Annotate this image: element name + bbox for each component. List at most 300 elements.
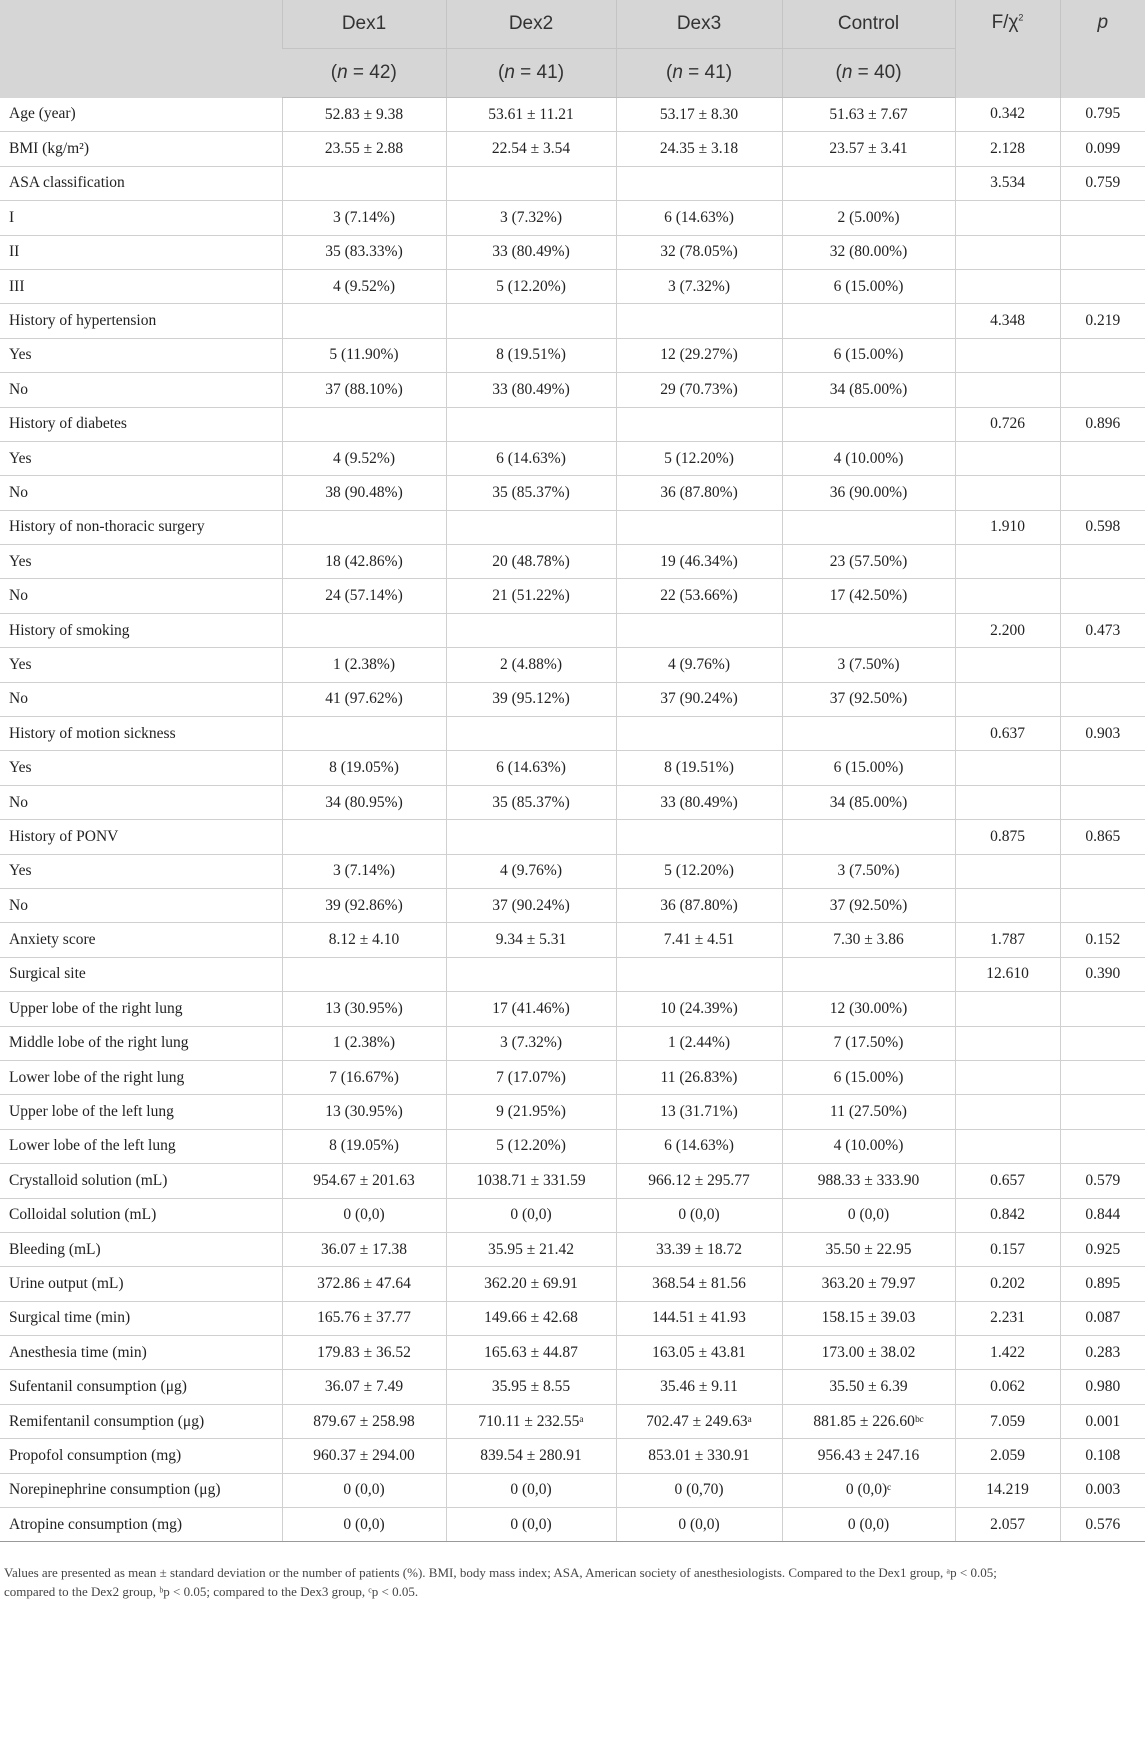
row-label: Urine output (mL) — [0, 1267, 282, 1301]
cell-dex3: 4 (9.76%) — [616, 648, 782, 682]
cell-dex2: 710.11 ± 232.55ᵃ — [446, 1404, 616, 1438]
row-label: No — [0, 682, 282, 716]
cell-dex1: 1 (2.38%) — [282, 648, 446, 682]
cell-f-chi2: 0.157 — [955, 1232, 1060, 1266]
cell-dex1: 0 (0,0) — [282, 1508, 446, 1542]
row-label: III — [0, 269, 282, 303]
cell-dex2: 7 (17.07%) — [446, 1060, 616, 1094]
cell-control: 37 (92.50%) — [782, 682, 955, 716]
n-value: = 40 — [857, 62, 896, 83]
n-value: = 41 — [520, 62, 558, 83]
cell-dex2: 33 (80.49%) — [446, 373, 616, 407]
table-row — [0, 304, 1145, 338]
cell-f-chi2 — [955, 1026, 1060, 1060]
table-row — [0, 1026, 1145, 1060]
header-n-dex1: (n = 42) — [282, 49, 446, 98]
cell-dex3: 702.47 ± 249.63ᵃ — [616, 1404, 782, 1438]
cell-f-chi2: 0.726 — [955, 407, 1060, 441]
cell-p-value: 0.925 — [1060, 1232, 1145, 1266]
cell-control — [782, 613, 955, 647]
cell-f-chi2: 0.062 — [955, 1370, 1060, 1404]
cell-p-value — [1060, 579, 1145, 613]
cell-dex1: 954.67 ± 201.63 — [282, 1164, 446, 1198]
row-label: History of non-thoracic surgery — [0, 510, 282, 544]
header-n-control: (n = 40) — [782, 49, 955, 98]
n-symbol: n — [841, 62, 853, 83]
cell-dex1 — [282, 613, 446, 647]
cell-dex2: 839.54 ± 280.91 — [446, 1439, 616, 1473]
cell-p-value: 0.087 — [1060, 1301, 1145, 1335]
cell-f-chi2 — [955, 682, 1060, 716]
cell-dex1: 35 (83.33%) — [282, 235, 446, 269]
cell-dex2: 17 (41.46%) — [446, 992, 616, 1026]
cell-control: 158.15 ± 39.03 — [782, 1301, 955, 1335]
header-f-chi2-sup: 2 — [1018, 12, 1024, 23]
cell-p-value — [1060, 235, 1145, 269]
cell-dex3 — [616, 407, 782, 441]
cell-dex2: 35.95 ± 8.55 — [446, 1370, 616, 1404]
cell-control: 2 (5.00%) — [782, 201, 955, 235]
cell-dex3: 12 (29.27%) — [616, 338, 782, 372]
cell-control — [782, 407, 955, 441]
cell-dex3: 13 (31.71%) — [616, 1095, 782, 1129]
table-row — [0, 1473, 1145, 1507]
cell-p-value: 0.219 — [1060, 304, 1145, 338]
cell-dex2: 22.54 ± 3.54 — [446, 132, 616, 166]
cell-control: 35.50 ± 22.95 — [782, 1232, 955, 1266]
cell-f-chi2: 2.057 — [955, 1508, 1060, 1542]
cell-dex2: 39 (95.12%) — [446, 682, 616, 716]
cell-dex2: 35.95 ± 21.42 — [446, 1232, 616, 1266]
table-row — [0, 923, 1145, 957]
table-row — [0, 98, 1145, 132]
cell-f-chi2: 12.610 — [955, 957, 1060, 991]
cell-dex2: 165.63 ± 44.87 — [446, 1336, 616, 1370]
cell-control: 36 (90.00%) — [782, 476, 955, 510]
row-label: Crystalloid solution (mL) — [0, 1164, 282, 1198]
cell-dex1: 0 (0,0) — [282, 1198, 446, 1232]
table-row — [0, 1232, 1145, 1266]
cell-p-value — [1060, 338, 1145, 372]
cell-dex1: 8.12 ± 4.10 — [282, 923, 446, 957]
table-row — [0, 1404, 1145, 1438]
cell-dex3: 35.46 ± 9.11 — [616, 1370, 782, 1404]
row-label: Yes — [0, 648, 282, 682]
cell-control: 23.57 ± 3.41 — [782, 132, 955, 166]
cell-p-value — [1060, 201, 1145, 235]
cell-p-value: 0.865 — [1060, 820, 1145, 854]
cell-dex3: 0 (0,0) — [616, 1198, 782, 1232]
cell-dex1: 13 (30.95%) — [282, 992, 446, 1026]
row-label: Lower lobe of the left lung — [0, 1129, 282, 1163]
cell-f-chi2 — [955, 888, 1060, 922]
cell-dex1: 37 (88.10%) — [282, 373, 446, 407]
cell-dex1 — [282, 717, 446, 751]
cell-dex3 — [616, 304, 782, 338]
table-row — [0, 820, 1145, 854]
cell-p-value — [1060, 992, 1145, 1026]
cell-dex3: 966.12 ± 295.77 — [616, 1164, 782, 1198]
row-label: Atropine consumption (mg) — [0, 1508, 282, 1542]
cell-dex3: 6 (14.63%) — [616, 201, 782, 235]
cell-dex1: 23.55 ± 2.88 — [282, 132, 446, 166]
table-row — [0, 1164, 1145, 1198]
cell-control — [782, 820, 955, 854]
cell-dex3: 163.05 ± 43.81 — [616, 1336, 782, 1370]
cell-control: 32 (80.00%) — [782, 235, 955, 269]
row-label: History of PONV — [0, 820, 282, 854]
table-row — [0, 201, 1145, 235]
cell-p-value — [1060, 1095, 1145, 1129]
cell-control — [782, 510, 955, 544]
cell-dex2 — [446, 613, 616, 647]
n-value: = 42 — [352, 62, 391, 83]
table-row — [0, 1336, 1145, 1370]
cell-control: 988.33 ± 333.90 — [782, 1164, 955, 1198]
cell-f-chi2: 0.842 — [955, 1198, 1060, 1232]
cell-f-chi2: 1.787 — [955, 923, 1060, 957]
cell-dex2 — [446, 717, 616, 751]
cell-dex2: 35 (85.37%) — [446, 785, 616, 819]
cell-f-chi2: 14.219 — [955, 1473, 1060, 1507]
cell-p-value — [1060, 1026, 1145, 1060]
row-label: Upper lobe of the left lung — [0, 1095, 282, 1129]
cell-dex3: 37 (90.24%) — [616, 682, 782, 716]
cell-f-chi2 — [955, 854, 1060, 888]
header-f-chi2 — [955, 0, 1060, 98]
table-row — [0, 1060, 1145, 1094]
cell-dex2: 0 (0,0) — [446, 1508, 616, 1542]
row-label: Middle lobe of the right lung — [0, 1026, 282, 1060]
cell-dex1: 34 (80.95%) — [282, 785, 446, 819]
cell-dex1: 165.76 ± 37.77 — [282, 1301, 446, 1335]
cell-dex1: 0 (0,0) — [282, 1473, 446, 1507]
cell-p-value: 0.896 — [1060, 407, 1145, 441]
table-row — [0, 854, 1145, 888]
cell-f-chi2 — [955, 751, 1060, 785]
cell-control: 11 (27.50%) — [782, 1095, 955, 1129]
header-blank — [0, 0, 282, 98]
cell-control: 0 (0,0) — [782, 1508, 955, 1542]
cell-f-chi2: 2.059 — [955, 1439, 1060, 1473]
table-row — [0, 476, 1145, 510]
cell-dex2: 9 (21.95%) — [446, 1095, 616, 1129]
cell-dex1: 36.07 ± 17.38 — [282, 1232, 446, 1266]
cell-f-chi2 — [955, 269, 1060, 303]
cell-p-value — [1060, 476, 1145, 510]
cell-p-value: 0.576 — [1060, 1508, 1145, 1542]
table-row — [0, 1129, 1145, 1163]
cell-dex2: 8 (19.51%) — [446, 338, 616, 372]
cell-dex3: 24.35 ± 3.18 — [616, 132, 782, 166]
cell-dex2: 21 (51.22%) — [446, 579, 616, 613]
cell-p-value: 0.390 — [1060, 957, 1145, 991]
cell-dex3: 7.41 ± 4.51 — [616, 923, 782, 957]
header-p-text: p — [1097, 12, 1109, 33]
header-dex3: Dex3 — [616, 0, 782, 49]
table-row — [0, 545, 1145, 579]
cell-control — [782, 957, 955, 991]
cell-control: 35.50 ± 6.39 — [782, 1370, 955, 1404]
cell-dex1: 8 (19.05%) — [282, 1129, 446, 1163]
cell-p-value — [1060, 441, 1145, 475]
cell-p-value — [1060, 682, 1145, 716]
row-label: History of hypertension — [0, 304, 282, 338]
cell-dex2: 6 (14.63%) — [446, 751, 616, 785]
cell-dex2: 5 (12.20%) — [446, 1129, 616, 1163]
row-label: No — [0, 476, 282, 510]
cell-p-value: 0.895 — [1060, 1267, 1145, 1301]
table-row — [0, 132, 1145, 166]
cell-control: 34 (85.00%) — [782, 785, 955, 819]
cell-control — [782, 166, 955, 200]
cell-dex1: 38 (90.48%) — [282, 476, 446, 510]
cell-dex1: 24 (57.14%) — [282, 579, 446, 613]
cell-control: 6 (15.00%) — [782, 269, 955, 303]
cell-control: 23 (57.50%) — [782, 545, 955, 579]
cell-control: 7 (17.50%) — [782, 1026, 955, 1060]
cell-f-chi2 — [955, 648, 1060, 682]
cell-p-value — [1060, 373, 1145, 407]
cell-p-value: 0.579 — [1060, 1164, 1145, 1198]
table-body — [0, 98, 1145, 1542]
cell-dex3: 144.51 ± 41.93 — [616, 1301, 782, 1335]
table-row — [0, 1267, 1145, 1301]
cell-control: 956.43 ± 247.16 — [782, 1439, 955, 1473]
row-label: No — [0, 888, 282, 922]
header-p — [1060, 0, 1145, 98]
cell-control: 6 (15.00%) — [782, 1060, 955, 1094]
cell-dex1: 3 (7.14%) — [282, 854, 446, 888]
row-label: Yes — [0, 338, 282, 372]
cell-dex3: 32 (78.05%) — [616, 235, 782, 269]
table-row — [0, 407, 1145, 441]
cell-dex3 — [616, 820, 782, 854]
cell-control: 0 (0,0) — [782, 1198, 955, 1232]
row-label: Propofol consumption (mg) — [0, 1439, 282, 1473]
table-row — [0, 235, 1145, 269]
header-n-dex3: (n = 41) — [616, 49, 782, 98]
cell-dex3 — [616, 510, 782, 544]
cell-dex2 — [446, 510, 616, 544]
cell-dex1: 39 (92.86%) — [282, 888, 446, 922]
cell-p-value: 0.598 — [1060, 510, 1145, 544]
row-label: II — [0, 235, 282, 269]
cell-p-value — [1060, 854, 1145, 888]
cell-dex1: 7 (16.67%) — [282, 1060, 446, 1094]
cell-f-chi2 — [955, 441, 1060, 475]
cell-f-chi2: 1.910 — [955, 510, 1060, 544]
cell-f-chi2 — [955, 579, 1060, 613]
cell-f-chi2: 0.202 — [955, 1267, 1060, 1301]
cell-p-value: 0.152 — [1060, 923, 1145, 957]
cell-dex2 — [446, 166, 616, 200]
cell-f-chi2: 0.657 — [955, 1164, 1060, 1198]
row-label: Bleeding (mL) — [0, 1232, 282, 1266]
row-label: Anxiety score — [0, 923, 282, 957]
row-label: History of smoking — [0, 613, 282, 647]
row-label: Yes — [0, 441, 282, 475]
header-dex1: Dex1 — [282, 0, 446, 49]
cell-control: 363.20 ± 79.97 — [782, 1267, 955, 1301]
table-row — [0, 1095, 1145, 1129]
cell-p-value — [1060, 648, 1145, 682]
cell-dex2: 53.61 ± 11.21 — [446, 98, 616, 132]
cell-f-chi2 — [955, 785, 1060, 819]
cell-dex1: 879.67 ± 258.98 — [282, 1404, 446, 1438]
cell-dex1: 3 (7.14%) — [282, 201, 446, 235]
table-row — [0, 992, 1145, 1026]
cell-dex2: 0 (0,0) — [446, 1198, 616, 1232]
row-label: History of motion sickness — [0, 717, 282, 751]
cell-control: 51.63 ± 7.67 — [782, 98, 955, 132]
cell-dex3: 10 (24.39%) — [616, 992, 782, 1026]
table-row — [0, 888, 1145, 922]
table-row — [0, 166, 1145, 200]
cell-dex2: 0 (0,0) — [446, 1473, 616, 1507]
row-label: ASA classification — [0, 166, 282, 200]
cell-dex3: 0 (0,70) — [616, 1473, 782, 1507]
cell-dex1: 179.83 ± 36.52 — [282, 1336, 446, 1370]
cell-p-value: 0.795 — [1060, 98, 1145, 132]
row-label: No — [0, 579, 282, 613]
cell-dex3 — [616, 957, 782, 991]
cell-dex1: 372.86 ± 47.64 — [282, 1267, 446, 1301]
table-row — [0, 648, 1145, 682]
table-header — [0, 0, 1145, 98]
table-row — [0, 1301, 1145, 1335]
header-control: Control — [782, 0, 955, 49]
cell-p-value: 0.759 — [1060, 166, 1145, 200]
cell-f-chi2: 2.200 — [955, 613, 1060, 647]
cell-f-chi2: 3.534 — [955, 166, 1060, 200]
cell-control: 0 (0,0)ᶜ — [782, 1473, 955, 1507]
cell-f-chi2 — [955, 1129, 1060, 1163]
cell-f-chi2: 4.348 — [955, 304, 1060, 338]
row-label: Anesthesia time (min) — [0, 1336, 282, 1370]
cell-dex3: 33 (80.49%) — [616, 785, 782, 819]
n-symbol: n — [337, 62, 348, 83]
table-row — [0, 510, 1145, 544]
cell-f-chi2: 2.231 — [955, 1301, 1060, 1335]
cell-dex3: 11 (26.83%) — [616, 1060, 782, 1094]
cell-p-value: 0.283 — [1060, 1336, 1145, 1370]
cell-f-chi2 — [955, 338, 1060, 372]
row-label: Remifentanil consumption (μg) — [0, 1404, 282, 1438]
table-row — [0, 338, 1145, 372]
footnote-line-2: compared to the Dex2 group, ᵇp < 0.05; compared to the Dex3 group, ᶜp < 0.05. — [4, 1584, 419, 1599]
row-label: Surgical time (min) — [0, 1301, 282, 1335]
cell-control: 4 (10.00%) — [782, 441, 955, 475]
cell-control — [782, 717, 955, 751]
cell-p-value: 0.003 — [1060, 1473, 1145, 1507]
cell-dex1: 18 (42.86%) — [282, 545, 446, 579]
row-label: Yes — [0, 751, 282, 785]
cell-dex3: 29 (70.73%) — [616, 373, 782, 407]
footnote-line-1: Values are presented as mean ± standard deviation or the number of patients (%). BMI, body mass index; ASA, American society of anesthesiologists. Compared to the Dex1 group, ᵃp < 0.05; — [4, 1565, 997, 1580]
cell-dex3: 368.54 ± 81.56 — [616, 1267, 782, 1301]
cell-control: 17 (42.50%) — [782, 579, 955, 613]
cell-p-value — [1060, 545, 1145, 579]
cell-f-chi2: 0.637 — [955, 717, 1060, 751]
cell-f-chi2: 0.342 — [955, 98, 1060, 132]
table-row — [0, 613, 1145, 647]
cell-control: 881.85 ± 226.60ᵇᶜ — [782, 1404, 955, 1438]
cell-dex1 — [282, 957, 446, 991]
cell-dex1 — [282, 166, 446, 200]
table-row — [0, 269, 1145, 303]
cell-p-value: 0.473 — [1060, 613, 1145, 647]
row-label: Lower lobe of the right lung — [0, 1060, 282, 1094]
cell-dex3 — [616, 717, 782, 751]
cell-control: 173.00 ± 38.02 — [782, 1336, 955, 1370]
cell-p-value: 0.903 — [1060, 717, 1145, 751]
header-dex2: Dex2 — [446, 0, 616, 49]
cell-f-chi2 — [955, 992, 1060, 1026]
cell-p-value: 0.099 — [1060, 132, 1145, 166]
table-row — [0, 441, 1145, 475]
table-row — [0, 1198, 1145, 1232]
cell-dex3: 6 (14.63%) — [616, 1129, 782, 1163]
cell-dex1: 13 (30.95%) — [282, 1095, 446, 1129]
cell-dex2: 362.20 ± 69.91 — [446, 1267, 616, 1301]
cell-dex2: 1038.71 ± 331.59 — [446, 1164, 616, 1198]
cell-p-value — [1060, 888, 1145, 922]
cell-dex3: 19 (46.34%) — [616, 545, 782, 579]
row-label: Yes — [0, 854, 282, 888]
cell-p-value — [1060, 1060, 1145, 1094]
row-label: History of diabetes — [0, 407, 282, 441]
cell-dex1 — [282, 510, 446, 544]
cell-f-chi2 — [955, 545, 1060, 579]
cell-dex2 — [446, 820, 616, 854]
cell-dex3: 53.17 ± 8.30 — [616, 98, 782, 132]
cell-dex2: 35 (85.37%) — [446, 476, 616, 510]
row-label: Sufentanil consumption (μg) — [0, 1370, 282, 1404]
n-symbol: n — [504, 62, 515, 83]
row-label: Yes — [0, 545, 282, 579]
table-row — [0, 682, 1145, 716]
cell-dex3: 5 (12.20%) — [616, 854, 782, 888]
cell-dex3: 22 (53.66%) — [616, 579, 782, 613]
cell-dex1 — [282, 304, 446, 338]
row-label: Colloidal solution (mL) — [0, 1198, 282, 1232]
cell-control: 3 (7.50%) — [782, 854, 955, 888]
cell-dex2: 4 (9.76%) — [446, 854, 616, 888]
header-f-chi2-text: F/χ — [991, 12, 1019, 33]
cell-p-value: 0.001 — [1060, 1404, 1145, 1438]
cell-dex3: 5 (12.20%) — [616, 441, 782, 475]
table-row — [0, 1439, 1145, 1473]
cell-f-chi2 — [955, 476, 1060, 510]
table-footnote — [0, 1563, 1144, 1601]
cell-dex1: 8 (19.05%) — [282, 751, 446, 785]
cell-dex2: 20 (48.78%) — [446, 545, 616, 579]
n-symbol: n — [672, 62, 683, 83]
cell-dex3: 1 (2.44%) — [616, 1026, 782, 1060]
cell-dex2: 37 (90.24%) — [446, 888, 616, 922]
cell-dex3: 33.39 ± 18.72 — [616, 1232, 782, 1266]
cell-dex3 — [616, 166, 782, 200]
cell-p-value — [1060, 1129, 1145, 1163]
cell-dex3: 36 (87.80%) — [616, 888, 782, 922]
cell-dex3: 8 (19.51%) — [616, 751, 782, 785]
table-row — [0, 1370, 1145, 1404]
cell-dex2: 149.66 ± 42.68 — [446, 1301, 616, 1335]
cell-dex1: 36.07 ± 7.49 — [282, 1370, 446, 1404]
cell-dex3 — [616, 613, 782, 647]
cell-dex2: 5 (12.20%) — [446, 269, 616, 303]
